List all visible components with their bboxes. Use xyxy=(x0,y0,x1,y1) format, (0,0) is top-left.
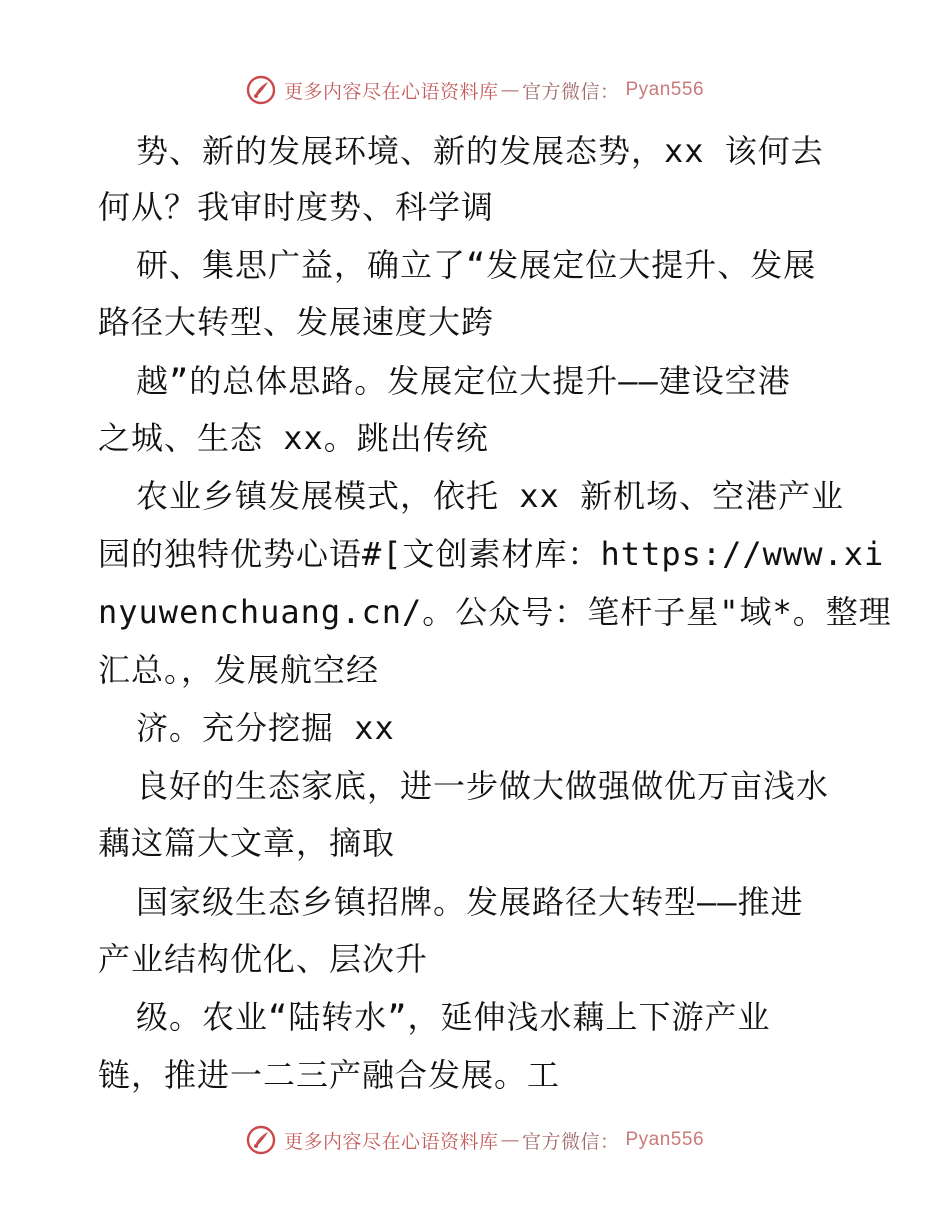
body-line: 产业结构优化、层次升 xyxy=(98,940,429,978)
page-footer-watermark xyxy=(0,1122,950,1158)
watermark-dash: — xyxy=(500,1129,520,1151)
body-line: 之城、生态 xx。跳出传统 xyxy=(98,419,489,457)
watermark-text: 更多内容尽在心语资料库 xyxy=(283,80,499,103)
watermark-dash: — xyxy=(500,79,520,101)
body-line: 势、新的发展环境、新的发展态势，xx 该何去 xyxy=(136,132,824,170)
body-line: 藕这篇大文章，摘取 xyxy=(98,824,396,862)
body-line: nyuwenchuang.cn/。公众号：笔杆子星"域*。整理 xyxy=(98,593,892,631)
body-line: 良好的生态家底，进一步做大做强做优万亩浅水 xyxy=(136,767,830,805)
watermark-account-id: Pyan556 xyxy=(625,79,705,100)
body-line: 园的独特优势心语#[文创素材库：https://www.xi xyxy=(98,535,885,573)
body-line: 何从？我审时度势、科学调 xyxy=(98,188,495,226)
body-line: 越”的总体思路。发展定位大提升——建设空港 xyxy=(136,362,791,400)
brush-logo-icon xyxy=(246,75,276,105)
body-line: 国家级生态乡镇招牌。发展路径大转型——推进 xyxy=(136,883,804,921)
brush-logo-icon xyxy=(246,1125,276,1155)
watermark-account-label: 官方微信： xyxy=(521,80,620,103)
body-line: 汇总。，发展航空经 xyxy=(98,651,380,689)
body-line: 济。充分挖掘 xx xyxy=(136,709,395,747)
body-line: 路径大转型、发展速度大跨 xyxy=(98,303,495,341)
watermark-account-id: Pyan556 xyxy=(625,1129,705,1150)
page-header-watermark xyxy=(0,72,950,108)
body-line: 农业乡镇发展模式，依托 xx 新机场、空港产业 xyxy=(136,477,845,515)
watermark-text: 更多内容尽在心语资料库 xyxy=(283,1130,499,1153)
body-line: 级。农业“陆转水”，延伸浅水藕上下游产业 xyxy=(136,998,771,1036)
watermark-account-label: 官方微信： xyxy=(521,1130,620,1153)
body-line: 研、集思广益，确立了“发展定位大提升、发展 xyxy=(136,246,817,284)
body-line: 链，推进一二三产融合发展。工 xyxy=(98,1056,561,1094)
